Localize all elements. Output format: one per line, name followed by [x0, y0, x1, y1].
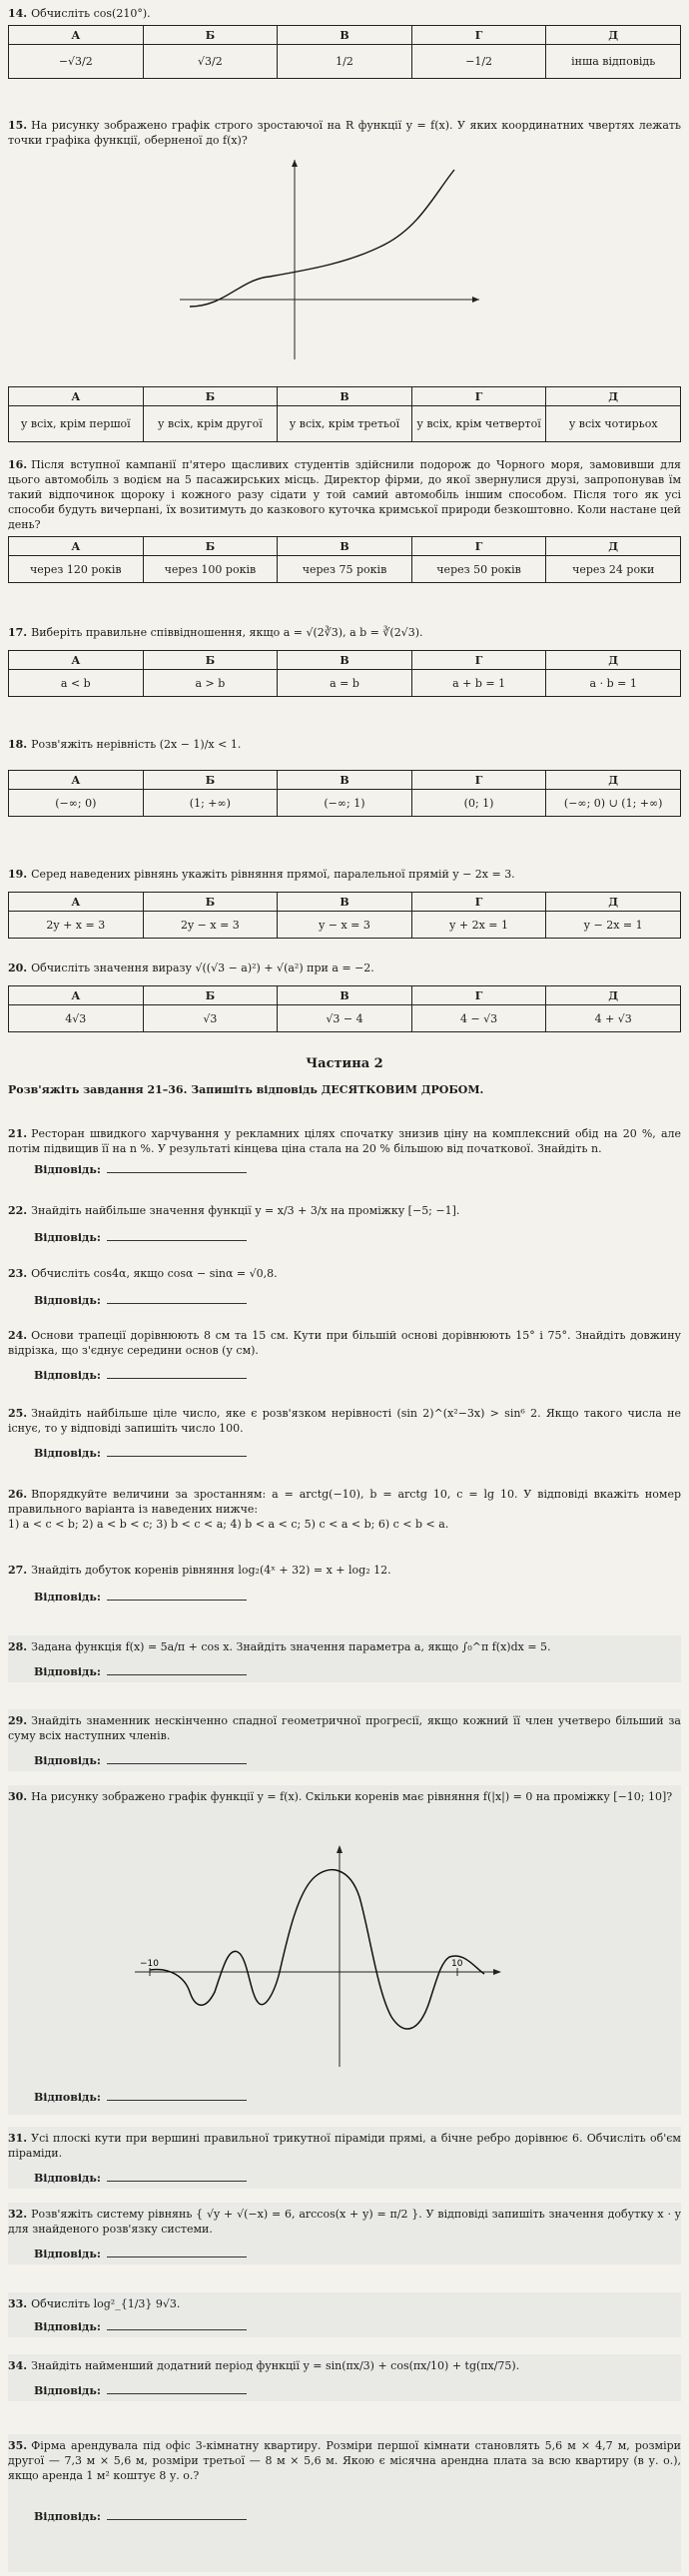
- question-text: Знайдіть добуток коренів рівняння log₂(4ˣ + 32) = x + log₂ 12.: [31, 1564, 391, 1577]
- question-16: [8, 457, 681, 583]
- question-text: Обчисліть cos4α, якщо cosα − sinα = √0,8.: [31, 1267, 278, 1280]
- option-header-c: В: [278, 387, 412, 406]
- option-a[interactable]: (−∞; 0): [9, 790, 144, 817]
- question-text: Знайдіть знаменник нескінченно спадної геометричної прогресії, якщо кожний її член учетверо більший за суму всіх наступних членів.: [8, 1714, 681, 1742]
- answer-blank[interactable]: [107, 1368, 247, 1379]
- option-header-d: Г: [411, 893, 546, 912]
- option-a[interactable]: у всіх, крім першої: [9, 406, 144, 442]
- q15-function-graph: [180, 155, 489, 364]
- question-text: Усі плоскі кути при вершині правильної трикутної піраміди прямі, а бічне ребро дорівнює 6. Обчисліть об'єм піраміди.: [8, 2132, 681, 2160]
- question-21: [8, 1126, 681, 1176]
- question-text: Знайдіть найменший додатний період функції y = sin(πx/3) + cos(πx/10) + tg(πx/75).: [31, 2359, 520, 2372]
- option-b[interactable]: у всіх, крім другої: [143, 406, 278, 442]
- part-2-instructions: Розв'яжіть завдання 21–36. Запишіть відповідь ДЕСЯТКОВИМ ДРОБОМ.: [8, 1083, 484, 1096]
- option-a[interactable]: через 120 років: [9, 556, 144, 583]
- option-e[interactable]: 4 + √3: [546, 1005, 681, 1032]
- answer-variants: 1) a < c < b; 2) a < b < c; 3) b < c < a; 4) b < a < c; 5) c < a < b; 6) c < b < a.: [8, 1518, 449, 1531]
- answer-field[interactable]: [34, 2171, 681, 2185]
- option-header-c: В: [278, 537, 412, 556]
- option-c[interactable]: y − x = 3: [278, 912, 412, 939]
- option-d[interactable]: y + 2x = 1: [411, 912, 546, 939]
- question-text: Серед наведених рівнянь укажіть рівняння прямої, паралельної прямій y − 2x = 3.: [31, 868, 515, 881]
- option-header-a: А: [9, 771, 144, 790]
- answer-label: Відповідь:: [34, 2320, 101, 2333]
- answer-blank[interactable]: [107, 2383, 247, 2394]
- question-14: [8, 6, 681, 79]
- option-d[interactable]: −1/2: [411, 45, 546, 79]
- option-e[interactable]: a · b = 1: [546, 670, 681, 697]
- option-header-e: Д: [546, 26, 681, 45]
- question-text: Обчисліть cos(210°).: [31, 7, 151, 20]
- answer-blank[interactable]: [107, 1590, 247, 1601]
- question-17: [8, 625, 681, 697]
- option-header-a: А: [9, 26, 144, 45]
- answer-field[interactable]: [34, 2090, 681, 2104]
- answer-blank[interactable]: [107, 1162, 247, 1173]
- answer-blank[interactable]: [107, 1664, 247, 1675]
- answer-blank[interactable]: [107, 1293, 247, 1304]
- option-a[interactable]: −√3/2: [9, 45, 144, 79]
- question-number: 27.: [8, 1564, 28, 1577]
- question-text: Основи трапеції дорівнюють 8 см та 15 см. Кути при більшій основі дорівнюють 15° і 75°. Знайдіть довжину відрізка, що з'єднує середини основ (у см).: [8, 1329, 681, 1357]
- answer-field[interactable]: [34, 1446, 681, 1460]
- y-axis-arrow: [337, 1845, 343, 1853]
- question-text: На рисунку зображено графік функції y = f(x). Скільки коренів має рівняння f(|x|) = 0 на проміжку [−10; 10]?: [31, 1790, 673, 1803]
- question-18: [8, 737, 681, 817]
- function-curve: [150, 1870, 484, 2029]
- option-e[interactable]: (−∞; 0) ∪ (1; +∞): [546, 790, 681, 817]
- part-2-title: Частина 2: [306, 1056, 383, 1071]
- option-e[interactable]: у всіх чотирьох: [546, 406, 681, 442]
- answer-label: Відповідь:: [34, 2248, 101, 2260]
- option-header-c: В: [278, 893, 412, 912]
- option-c[interactable]: через 75 років: [278, 556, 412, 583]
- question-text: Обчисліть log²_{1/3} 9√3.: [31, 2297, 181, 2310]
- answer-label: Відповідь:: [34, 1665, 101, 1678]
- question-text: Знайдіть найбільше ціле число, яке є розв'язком нерівності (sin 2)^(x²−3x) > sin⁶ 2. Якщо такого числа не існує, то у відповіді запишіть число 100.: [8, 1407, 681, 1435]
- option-header-e: Д: [546, 387, 681, 406]
- answer-label: Відповідь:: [34, 2384, 101, 2397]
- option-header-c: В: [278, 771, 412, 790]
- answer-blank[interactable]: [107, 2319, 247, 2330]
- question-number: 31.: [8, 2132, 28, 2145]
- option-c[interactable]: (−∞; 1): [278, 790, 412, 817]
- question-number: 14.: [8, 7, 28, 20]
- answer-blank[interactable]: [107, 2090, 247, 2101]
- question-19: [8, 867, 681, 939]
- question-27: [8, 1563, 681, 1604]
- answer-table: [8, 536, 681, 583]
- answer-table: [8, 386, 681, 442]
- answer-blank[interactable]: [107, 2171, 247, 2182]
- option-b[interactable]: √3: [143, 1005, 278, 1032]
- question-20: [8, 961, 681, 1032]
- question-26: [8, 1487, 681, 1532]
- answer-field[interactable]: [34, 1590, 681, 1604]
- answer-table: [8, 985, 681, 1032]
- answer-field[interactable]: [34, 2509, 681, 2523]
- option-e[interactable]: інша відповідь: [546, 45, 681, 79]
- question-31: [8, 2127, 681, 2189]
- question-number: 21.: [8, 1127, 28, 1140]
- question-number: 16.: [8, 458, 28, 471]
- answer-field[interactable]: [34, 2247, 681, 2260]
- option-b[interactable]: (1; +∞): [143, 790, 278, 817]
- question-text: Розв'яжіть нерівність (2x − 1)/x < 1.: [31, 738, 242, 751]
- answer-label: Відповідь:: [34, 2510, 101, 2523]
- q15-answers: [8, 382, 681, 442]
- option-header-d: Г: [411, 537, 546, 556]
- option-d[interactable]: через 50 років: [411, 556, 546, 583]
- question-number: 18.: [8, 738, 28, 751]
- tick-label-10: 10: [451, 1959, 463, 1969]
- question-number: 20.: [8, 962, 28, 974]
- option-header-b: Б: [143, 537, 278, 556]
- answer-field[interactable]: [34, 2383, 681, 2397]
- option-header-d: Г: [411, 771, 546, 790]
- question-text: Розв'яжіть систему рівнянь { √y + √(−x) = 6, arccos(x + y) = π/2 }. У відповіді запишіть значення добутку x · y для знайденого розв'язку системи.: [8, 2208, 681, 2236]
- question-number: 24.: [8, 1329, 28, 1342]
- option-d[interactable]: 4 − √3: [411, 1005, 546, 1032]
- option-d[interactable]: у всіх, крім четвертої: [411, 406, 546, 442]
- question-number: 25.: [8, 1407, 28, 1420]
- question-25: [8, 1406, 681, 1460]
- q30-answer: [8, 2084, 681, 2104]
- option-header-c: В: [278, 651, 412, 670]
- question-28: [8, 1635, 681, 1682]
- answer-label: Відповідь:: [34, 1754, 101, 1767]
- option-b[interactable]: √3/2: [143, 45, 278, 79]
- question-29: [8, 1709, 681, 1771]
- option-header-a: А: [9, 387, 144, 406]
- option-header-a: А: [9, 893, 144, 912]
- option-header-d: Г: [411, 651, 546, 670]
- option-c[interactable]: √3 − 4: [278, 1005, 412, 1032]
- option-c[interactable]: a = b: [278, 670, 412, 697]
- question-23: [8, 1266, 681, 1307]
- answer-table: [8, 770, 681, 817]
- answer-blank[interactable]: [107, 1753, 247, 1764]
- option-header-a: А: [9, 651, 144, 670]
- option-c[interactable]: у всіх, крім третьої: [278, 406, 412, 442]
- question-number: 34.: [8, 2359, 28, 2372]
- option-a[interactable]: 2y + x = 3: [9, 912, 144, 939]
- question-24: [8, 1328, 681, 1382]
- option-a[interactable]: 4√3: [9, 1005, 144, 1032]
- option-header-c: В: [278, 26, 412, 45]
- question-number: 15.: [8, 119, 28, 132]
- option-c[interactable]: 1/2: [278, 45, 412, 79]
- question-22: [8, 1203, 681, 1244]
- answer-field[interactable]: [34, 1664, 681, 1678]
- y-axis-arrow: [292, 160, 298, 167]
- answer-field[interactable]: [34, 1753, 681, 1767]
- option-header-e: Д: [546, 537, 681, 556]
- question-number: 33.: [8, 2297, 28, 2310]
- answer-table: [8, 25, 681, 79]
- option-b[interactable]: через 100 років: [143, 556, 278, 583]
- option-d[interactable]: (0; 1): [411, 790, 546, 817]
- answer-field[interactable]: [34, 1293, 681, 1307]
- question-text: На рисунку зображено графік строго зростаючої на R функції y = f(x). У яких координатних чвертях лежать точки графіка функції, оберненої до f(x)?: [8, 119, 681, 147]
- option-header-b: Б: [143, 771, 278, 790]
- option-b[interactable]: 2y − x = 3: [143, 912, 278, 939]
- option-header-e: Д: [546, 651, 681, 670]
- option-header-e: Д: [546, 986, 681, 1005]
- option-header-d: Г: [411, 26, 546, 45]
- option-header-e: Д: [546, 893, 681, 912]
- answer-label: Відповідь:: [34, 2091, 101, 2104]
- question-number: 35.: [8, 2439, 28, 2452]
- option-header-d: Г: [411, 387, 546, 406]
- answer-field[interactable]: [34, 2319, 681, 2333]
- answer-label: Відповідь:: [34, 1369, 101, 1382]
- option-header-b: Б: [143, 986, 278, 1005]
- option-header-a: А: [9, 986, 144, 1005]
- question-text: Після вступної кампанії п'ятеро щасливих студентів здійснили подорож до Чорного моря, замовивши для цього автомобіль з водієм на 5 пасажирських місць. Директор фірми, до якої звернулися друзі, запропонував їм такий відпочинок щороку і кожного разу сідати у той самий автомобіль іншим способом. Після того як усі способи будуть вичерпані, їх возитимуть до казкового куточка кримської природи безкоштовно. Коли настане цей день?: [8, 458, 681, 531]
- answer-label: Відповідь:: [34, 2172, 101, 2185]
- x-axis-arrow: [493, 1969, 501, 1975]
- option-header-b: Б: [143, 651, 278, 670]
- option-b[interactable]: a > b: [143, 670, 278, 697]
- answer-blank[interactable]: [107, 1446, 247, 1457]
- question-number: 23.: [8, 1267, 28, 1280]
- question-number: 28.: [8, 1640, 28, 1653]
- option-header-c: В: [278, 986, 412, 1005]
- question-number: 26.: [8, 1488, 28, 1501]
- question-text: Фірма арендувала під офіс 3-кімнатну квартиру. Розміри першої кімнати становлять 5,6 м × 4,7 м, розміри другої — 7,3 м × 5,6 м, розміри третьої — 8 м × 5,6 м. Якою є місячна арендна плата за всю квартиру (в у. о.), якщо аренда 1 м² коштує 8 у. о.?: [8, 2439, 681, 2482]
- answer-table: [8, 650, 681, 697]
- answer-blank[interactable]: [107, 2247, 247, 2257]
- question-15: [8, 118, 681, 148]
- question-number: 32.: [8, 2208, 28, 2221]
- question-text: Знайдіть найбільше значення функції y = x/3 + 3/x на проміжку [−5; −1].: [31, 1204, 460, 1217]
- q30-function-graph: [130, 1842, 509, 2072]
- option-e[interactable]: y − 2x = 1: [546, 912, 681, 939]
- answer-label: Відповідь:: [34, 1163, 101, 1176]
- function-curve: [190, 170, 454, 307]
- question-number: 30.: [8, 1790, 28, 1803]
- option-header-b: Б: [143, 893, 278, 912]
- option-a[interactable]: a < b: [9, 670, 144, 697]
- option-header-b: Б: [143, 26, 278, 45]
- question-34: [8, 2354, 681, 2401]
- option-header-e: Д: [546, 771, 681, 790]
- question-number: 22.: [8, 1204, 28, 1217]
- answer-field[interactable]: [34, 1162, 681, 1176]
- answer-label: Відповідь:: [34, 1294, 101, 1307]
- question-number: 29.: [8, 1714, 28, 1727]
- question-text: Обчисліть значення виразу √((√3 − a)²) + √(a²) при a = −2.: [31, 962, 374, 974]
- question-text: Виберіть правильне співвідношення, якщо a = √(2∛3), а b = ∛(2√3).: [31, 626, 423, 639]
- option-header-a: А: [9, 537, 144, 556]
- answer-field[interactable]: [34, 1368, 681, 1382]
- answer-label: Відповідь:: [34, 1591, 101, 1604]
- x-axis-arrow: [472, 297, 479, 303]
- question-text: Задана функція f(x) = 5a/π + cos x. Знайдіть значення параметра a, якщо ∫₀^π f(x)dx = 5.: [31, 1640, 551, 1653]
- option-header-d: Г: [411, 986, 546, 1005]
- question-text: Ресторан швидкого харчування у рекламних цілях спочатку знизив ціну на комплексний обід на 20 %, але потім підвищив її на n %. У результаті кінцева ціна стала на 20 % більшою від початкової. Знайдіть n.: [8, 1127, 681, 1155]
- answer-table: [8, 892, 681, 939]
- option-header-b: Б: [143, 387, 278, 406]
- question-32: [8, 2203, 681, 2264]
- option-d[interactable]: a + b = 1: [411, 670, 546, 697]
- answer-blank[interactable]: [107, 1230, 247, 1241]
- question-number: 19.: [8, 868, 28, 881]
- answer-blank[interactable]: [107, 2509, 247, 2520]
- question-33: [8, 2292, 681, 2337]
- tick-label-minus-10: −10: [140, 1959, 159, 1969]
- question-text: Впорядкуйте величини за зростанням: a = arctg(−10), b = arctg 10, c = lg 10. У відповіді вкажіть номер правильного варіанта із наведених нижче:: [8, 1488, 681, 1516]
- answer-label: Відповідь:: [34, 1231, 101, 1244]
- option-e[interactable]: через 24 роки: [546, 556, 681, 583]
- answer-field[interactable]: [34, 1230, 681, 1244]
- answer-label: Відповідь:: [34, 1447, 101, 1460]
- question-35: [8, 2434, 681, 2572]
- question-number: 17.: [8, 626, 28, 639]
